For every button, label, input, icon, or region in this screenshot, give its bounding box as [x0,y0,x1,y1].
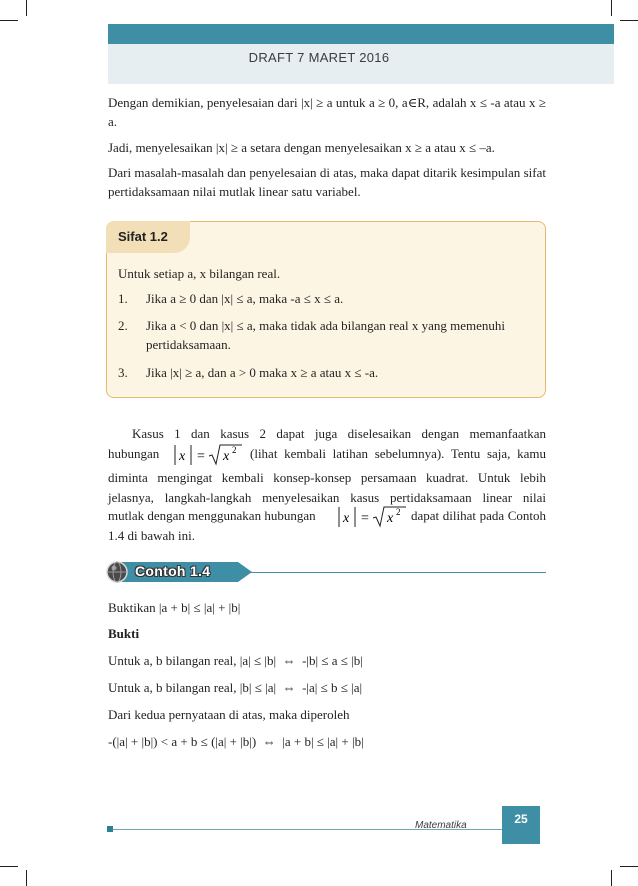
bukti-line-3: Dari kedua pernyataan di atas, maka diperoleh [108,707,350,722]
crop-mark [0,866,18,867]
crop-mark [0,20,18,21]
draft-title: DRAFT 7 MARET 2016 [248,50,390,65]
intro-paragraph-3: Dari masalah-masalah dan penyelesaian di atas, maka dapat ditarik kesimpulan sifat pertidaksamaan nilai mutlak linear satu variabel. [108,165,546,199]
kasus-line-5-start: mutlak dengan menggunakan hubungan [108,508,316,523]
sifat-item-1: Jika a ≥ 0 dan |x| ≤ a, maka -a ≤ x ≤ a. [146,291,344,306]
bukti-label: Bukti [108,626,140,641]
crop-mark [26,870,27,886]
bukti-line-1: Untuk a, b bilangan real, |a| ≤ |b| ⇔ -|b| ≤ a ≤ |b| [108,653,363,668]
kasus-line-2-start: hubungan [108,446,160,461]
bukti-line-4: -(|a| + |b|) < a + b ≤ (|a| + |b|) ⇔ |a + b| ≤ |a| + |b| [108,734,364,749]
contoh-statement: Buktikan |a + b| ≤ |a| + |b| [108,600,241,615]
crop-mark [611,0,612,16]
formula-lhs: x [343,511,350,526]
kasus-line-4: jelasnya, langkah-langkah menyelesaikan kasus pertidaksamaan linear nilai [108,490,546,505]
crop-mark [620,866,638,867]
formula-eq: = [197,449,205,464]
sifat-item-3: Jika |x| ≥ a, dan a > 0 maka x ≥ a atau x ≤ -a. [146,365,379,380]
footer-marker [107,826,113,832]
sifat-item-number: 1. [118,291,128,306]
footer-subject: Matematika [415,820,467,831]
crop-mark [620,20,638,21]
kasus-line-1: Kasus 1 dan kasus 2 dapat juga diselesaikan dengan memanfaatkan [132,426,546,441]
contoh-label: Contoh 1.4 [135,563,211,579]
abs-sqrt-formula [172,443,244,467]
crop-mark [611,870,612,886]
formula-eq: = [361,511,369,526]
sifat-intro: Untuk setiap a, x bilangan real. [118,266,281,281]
formula-rad: x [387,511,394,526]
bukti-line-2: Untuk a, b bilangan real, |b| ≤ |a| ⇔ -|a| ≤ b ≤ |a| [108,680,363,695]
kasus-line-6: 1.4 di bawah ini. [108,528,196,543]
globe-icon [106,561,128,583]
kasus-line-2-end: (lihat kembali latihan sebelumnya). Tentu saja, kamu [250,446,546,461]
kasus-line-3: diminta mengingat kembali konsep-konsep persamaan kuadrat. Untuk lebih [108,470,546,485]
sifat-item-2-line-1: Jika a < 0 dan |x| ≤ a, maka tidak ada bilangan real x yang memenuhi [146,318,505,333]
formula-exp: 2 [396,507,401,517]
formula-lhs: x [179,449,186,464]
sifat-item-2-line-2: pertidaksamaan. [146,337,231,352]
intro-paragraph-2: Jadi, menyelesaikan |x| ≥ a setara dengan menyelesaikan x ≥ a atau x ≤ –a. [108,140,495,155]
sifat-item-number: 2. [118,318,128,333]
page-number: 25 [514,812,528,826]
sifat-label: Sifat 1.2 [118,229,168,244]
kasus-line-5-end: dapat dilihat pada Contoh [411,508,546,523]
formula-rad: x [223,449,230,464]
intro-paragraph-1: Dengan demikian, penyelesaian dari |x| ≥ a untuk a ≥ 0, a∈R, adalah x ≤ -a atau x ≥ a. [108,95,546,129]
formula-exp: 2 [232,445,237,455]
crop-mark [26,0,27,16]
sifat-item-number: 3. [118,365,128,380]
kasus-line-2 [108,443,546,467]
